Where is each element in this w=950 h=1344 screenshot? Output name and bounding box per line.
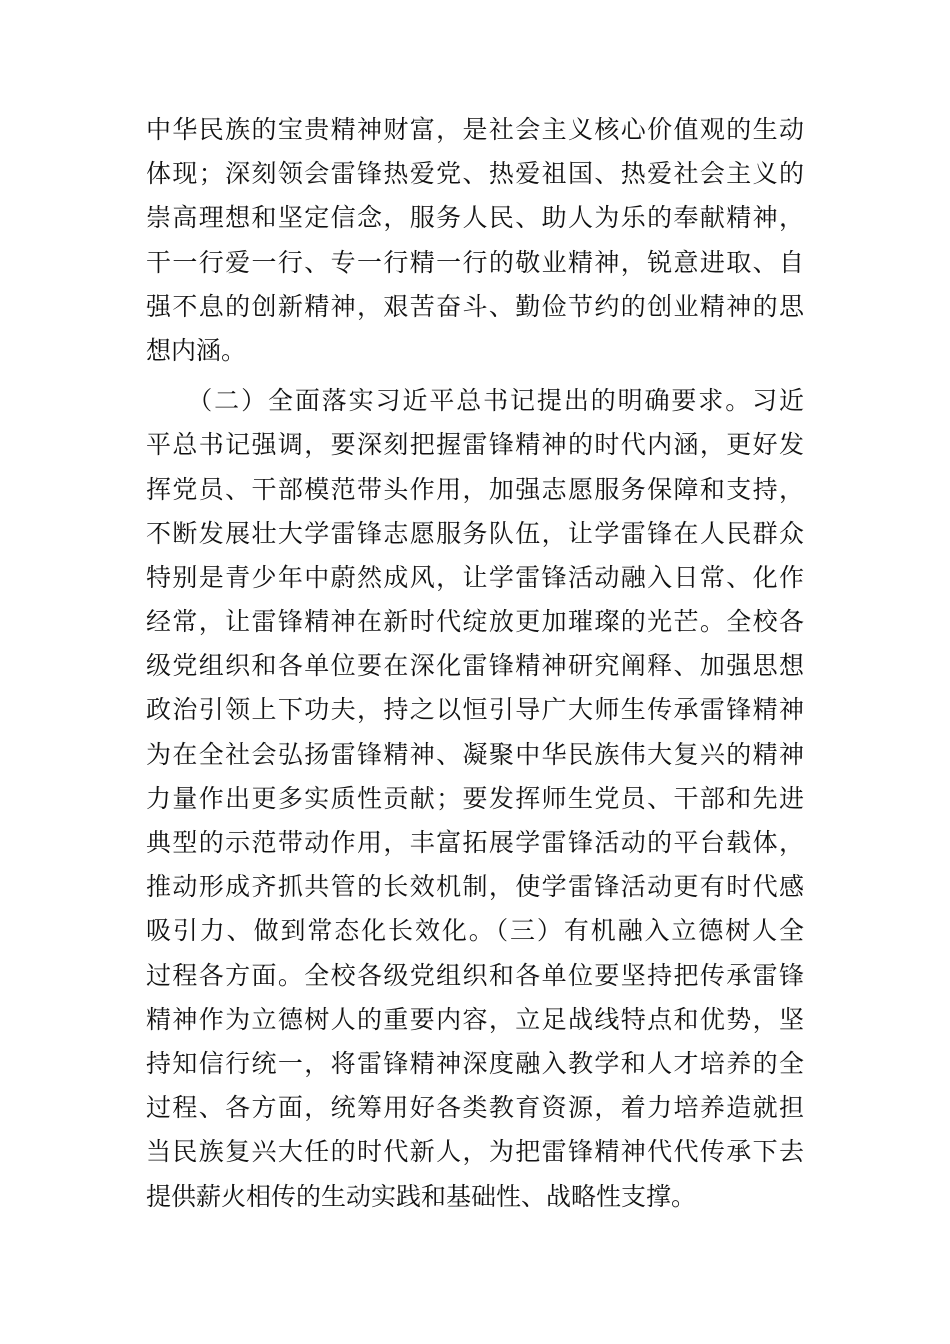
text-line: 特别是青少年中蔚然成风，让学雷锋活动融入日常、化作 — [146, 562, 804, 592]
text-line: 强不息的创新精神，艰苦奋斗、勤俭节约的创业精神的思 — [146, 291, 804, 321]
text-line: 推动形成齐抓共管的长效机制，使学雷锋活动更有时代感 — [146, 872, 804, 902]
text-line: 经常，让雷锋精神在新时代绽放更加璀璨的光芒。全校各 — [146, 607, 804, 637]
text-line: 崇高理想和坚定信念，服务人民、助人为乐的奉献精神， — [146, 203, 804, 233]
paragraph-1 — [146, 108, 804, 373]
text-line: 不断发展壮大学雷锋志愿服务队伍，让学雷锋在人民群众 — [146, 518, 804, 548]
text-line: 想内涵。 — [146, 335, 247, 365]
text-line: 力量作出更多实质性贡献；要发挥师生党员、干部和先进 — [146, 783, 804, 813]
text-line: 中华民族的宝贵精神财富，是社会主义核心价值观的生动 — [146, 115, 804, 144]
paragraph-2 — [146, 379, 804, 1219]
text-line: 提供薪火相传的生动实践和基础性、战略性支撑。 — [146, 1181, 697, 1211]
text-line: 精神作为立德树人的重要内容，立足战线特点和优势，坚 — [146, 1004, 804, 1034]
document-body — [146, 108, 804, 1219]
text-line: 持知信行统一，将雷锋精神深度融入教学和人才培养的全 — [146, 1048, 804, 1078]
text-line: 吸引力、做到常态化长效化。（三）有机融入立德树人全 — [146, 916, 804, 946]
text-line: 典型的示范带动作用，丰富拓展学雷锋活动的平台载体， — [146, 828, 804, 857]
text-line: 过程各方面。全校各级党组织和各单位要坚持把传承雷锋 — [146, 960, 804, 990]
text-line: 当民族复兴大任的时代新人，为把雷锋精神代代传承下去 — [146, 1137, 804, 1167]
text-line: 干一行爱一行、专一行精一行的敬业精神，锐意进取、自 — [146, 247, 804, 277]
text-line: 过程、各方面，统筹用好各类教育资源，着力培养造就担 — [146, 1093, 804, 1123]
text-line: 平总书记强调，要深刻把握雷锋精神的时代内涵，更好发 — [146, 430, 804, 460]
text-line: 挥党员、干部模范带头作用，加强志愿服务保障和支持， — [146, 474, 804, 504]
text-line: 为在全社会弘扬雷锋精神、凝聚中华民族伟大复兴的精神 — [146, 739, 804, 769]
text-line: 级党组织和各单位要在深化雷锋精神研究阐释、加强思想 — [146, 651, 804, 681]
text-line: 体现；深刻领会雷锋热爱党、热爱祖国、热爱社会主义的 — [146, 159, 804, 189]
text-line: 政治引领上下功夫，持之以恒引导广大师生传承雷锋精神 — [146, 695, 804, 725]
text-line: （二）全面落实习近平总书记提出的明确要求。习近 — [146, 386, 804, 416]
